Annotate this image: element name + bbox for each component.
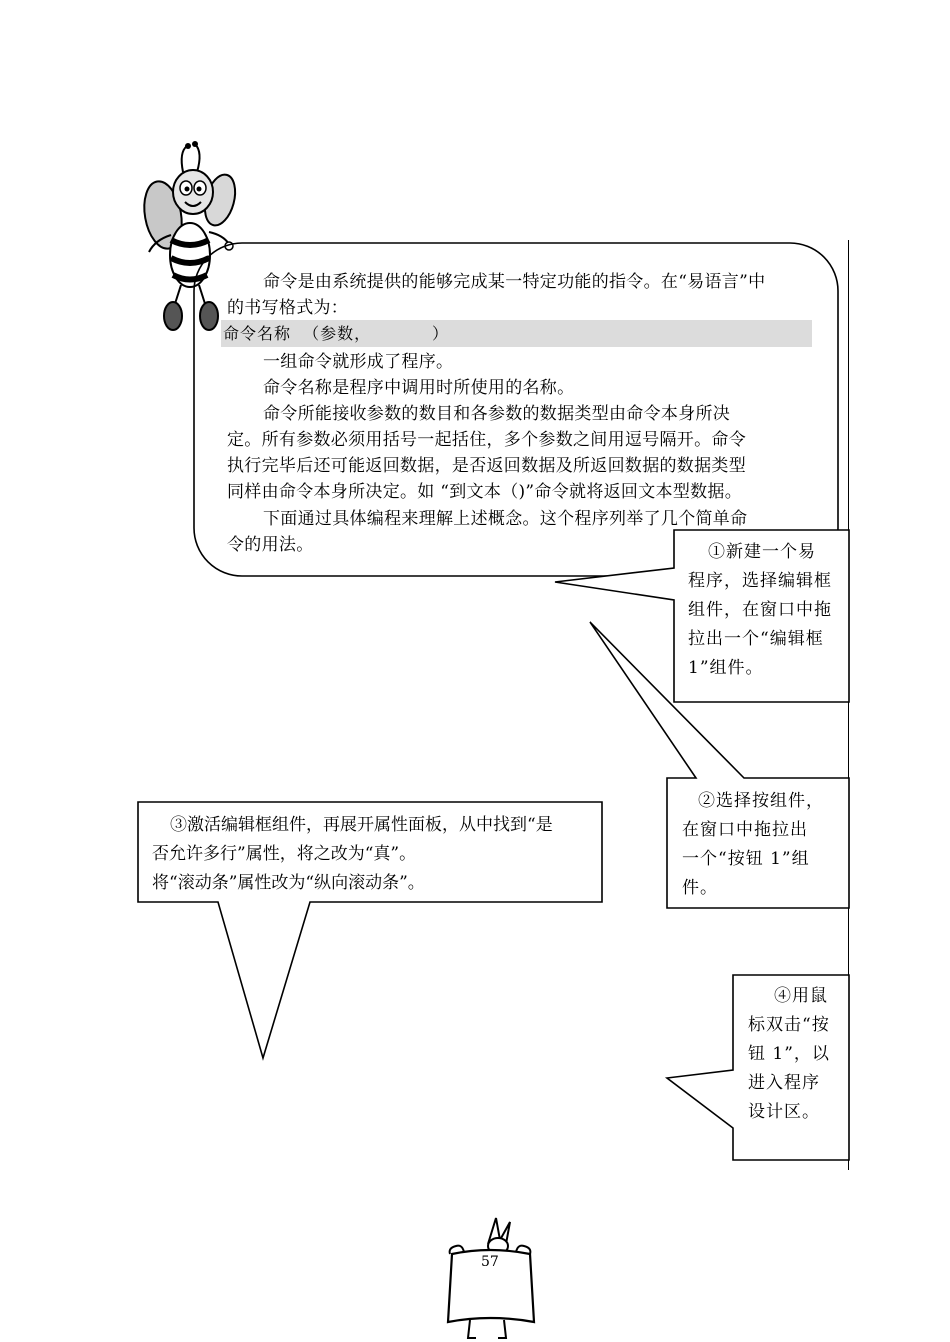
step1-line: 组件，在窗口中拖 — [688, 600, 832, 620]
step4-line: 钮 1”，以 — [748, 1044, 830, 1064]
callout-step2-text — [682, 787, 844, 903]
main-line-7: 执行完毕后还可能返回数据，是否返回数据及所返回数据的数据类型 — [227, 456, 746, 476]
step1-line: 程序，选择编辑框 — [688, 571, 832, 591]
main-line-8: 同样由命令本身所决定。如 “到文本（)”命令就将返回文本型数据。 — [227, 482, 743, 502]
step1-line: 拉出一个“编辑框 — [688, 629, 824, 649]
callout-step4-text — [748, 982, 844, 1127]
syntax-line: 命令名称 （参数， ） — [223, 324, 450, 343]
page-number: 57 — [481, 1254, 499, 1270]
step2-line: 在窗口中拖拉出 — [682, 820, 808, 840]
page-mascot-icon — [440, 1210, 540, 1342]
main-line-5: 命令所能接收参数的数目和各参数的数据类型由命令本身所决 — [263, 404, 731, 424]
step1-line: ①新建一个易 — [708, 542, 816, 562]
step3-line: ③激活编辑框组件，再展开属性面板，从中找到“是 — [170, 815, 553, 835]
step1-line: 1”组件。 — [688, 658, 764, 678]
step4-line: 标双击“按 — [748, 1015, 830, 1035]
main-line-6: 定。所有参数必须用括号一起括住，多个参数之间用逗号隔开。命令 — [227, 430, 746, 450]
main-line-4: 命令名称是程序中调用时所使用的名称。 — [263, 378, 575, 398]
main-line-9: 下面通过具体编程来理解上述概念。这个程序列举了几个简单命 — [263, 509, 748, 529]
step3-line: 否允许多行”属性，将之改为“真”。 — [152, 844, 417, 864]
main-line-1: 命令是由系统提供的能够完成某一特定功能的指令。在“易语言”中 — [263, 272, 766, 292]
main-line-3: 一组命令就形成了程序。 — [263, 352, 454, 372]
callout-step1-text — [688, 538, 844, 683]
step3-line: 将“滚动条”属性改为“纵向滚动条”。 — [152, 873, 425, 893]
step2-line: 件。 — [682, 878, 718, 898]
main-line-10: 令的用法。 — [227, 535, 314, 555]
step4-line: 进入程序 — [748, 1073, 820, 1093]
callout-step3-text — [152, 811, 553, 898]
step4-line: ④用鼠 — [774, 986, 828, 1006]
step2-line: 一个“按钮 1”组 — [682, 849, 810, 869]
main-line-2: 的书写格式为： — [227, 298, 349, 318]
step2-line: ②选择按组件， — [698, 791, 824, 811]
step4-line: 设计区。 — [748, 1102, 820, 1122]
